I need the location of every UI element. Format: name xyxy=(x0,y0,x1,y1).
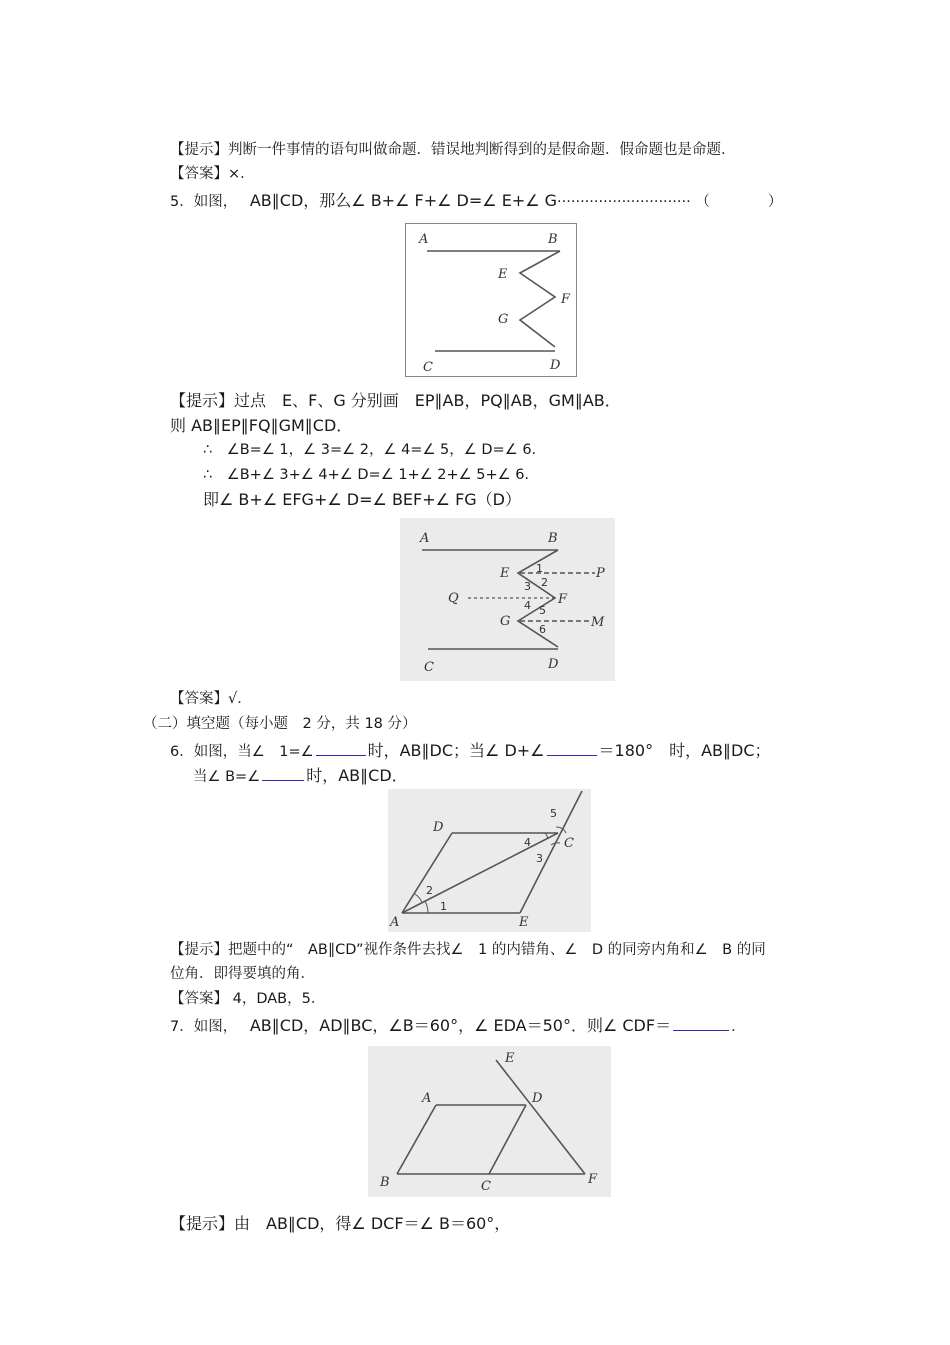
question-6-line-1 xyxy=(170,742,771,761)
question-5-dots: ····························· xyxy=(557,194,691,210)
question-7-end: ． xyxy=(731,1019,746,1035)
label-b: B xyxy=(548,232,558,247)
angle-5: 5 xyxy=(539,604,546,617)
label-m: M xyxy=(591,615,605,630)
proof-line-1: 则 AB∥EP∥FQ∥GM∥CD． xyxy=(170,416,353,435)
question-5-number: 5．如图， xyxy=(170,194,238,210)
label-f: F xyxy=(588,1172,598,1187)
figure-q5 xyxy=(405,223,577,377)
answer-line-1: 【答案】×． xyxy=(170,166,255,182)
hint-line-4: 位角．即得要填的角． xyxy=(170,966,315,982)
hint-line-5 xyxy=(170,1215,510,1234)
label-a: A xyxy=(420,531,430,546)
label-a: A xyxy=(422,1091,432,1106)
label-c: C xyxy=(423,360,433,375)
hint-line-5-text: 【提示】由 AB∥CD，得∠ DCF＝∠ B＝60°， xyxy=(170,1214,511,1233)
label-g: G xyxy=(498,312,509,327)
blank-4[interactable] xyxy=(673,1018,729,1031)
angle-5: 5 xyxy=(550,807,557,820)
hint-line-2-text: 【提示】过点 E、F、G 分别画 EP∥AB，PQ∥AB，GM∥AB． xyxy=(170,391,621,410)
angle-1: 1 xyxy=(536,562,543,575)
question-6-text-e: 时，AB∥CD． xyxy=(306,766,408,785)
angle-3: 3 xyxy=(536,852,543,865)
label-g: G xyxy=(500,614,511,629)
label-c: C xyxy=(424,660,434,675)
angle-6: 6 xyxy=(539,623,546,636)
blank-1[interactable] xyxy=(316,743,366,756)
figure-q5-hint xyxy=(400,518,615,681)
angle-2: 2 xyxy=(541,576,548,589)
label-a: A xyxy=(419,232,429,247)
question-7-text: AB∥CD，AD∥BC，∠B＝60°，∠ EDA＝50°．则∠ CDF＝ xyxy=(249,1016,672,1035)
question-5-text: AB∥CD，那么∠ B+∠ F+∠ D=∠ E+∠ G xyxy=(249,191,558,210)
proof-line-4: 即∠ B+∠ EFG+∠ D=∠ BEF+∠ FG（D） xyxy=(203,490,521,509)
label-d: D xyxy=(532,1091,543,1106)
angle-4: 4 xyxy=(524,599,531,612)
label-c: C xyxy=(564,836,574,851)
figure-q6 xyxy=(388,789,591,932)
label-e: E xyxy=(519,915,529,930)
label-f: F xyxy=(558,592,568,607)
angle-2: 2 xyxy=(426,884,433,897)
blank-3[interactable] xyxy=(262,768,304,781)
angle-1: 1 xyxy=(440,900,447,913)
label-c: C xyxy=(481,1179,491,1194)
hint-line-2 xyxy=(170,392,621,411)
blank-2[interactable] xyxy=(547,743,597,756)
label-p: P xyxy=(596,566,605,581)
angle-4: 4 xyxy=(524,836,531,849)
label-e: E xyxy=(500,566,510,581)
question-5-paren: （ ） xyxy=(695,194,783,210)
label-f: F xyxy=(561,292,571,307)
question-7-number: 7．如图， xyxy=(170,1019,238,1035)
label-d: D xyxy=(550,358,561,373)
hint-line-1: 【提示】判断一件事情的语句叫做命题．错误地判断得到的是假命题．假命题也是命题． xyxy=(170,142,736,158)
label-e: E xyxy=(498,267,508,282)
question-6-text-c: ＝180° 时，AB∥DC； xyxy=(598,741,771,760)
answer-line-2: 【答案】√． xyxy=(170,691,252,707)
section-heading: （二）填空题（每小题 2 分，共 18 分） xyxy=(143,716,417,732)
question-5 xyxy=(170,192,782,211)
label-b: B xyxy=(380,1175,390,1190)
proof-line-3: ∴ ∠B+∠ 3+∠ 4+∠ D=∠ 1+∠ 2+∠ 5+∠ 6． xyxy=(203,467,539,483)
proof-line-2: ∴ ∠B=∠ 1，∠ 3=∠ 2，∠ 4=∠ 5，∠ D=∠ 6． xyxy=(203,442,547,458)
question-6-line-2 xyxy=(193,767,408,786)
label-d: D xyxy=(548,657,559,672)
answer-line-3: 【答案】 4，DAB，5． xyxy=(170,991,326,1007)
question-7 xyxy=(170,1017,746,1036)
question-6-text-b: 时，AB∥DC；当∠ D+∠ xyxy=(367,741,545,760)
angle-3: 3 xyxy=(524,580,531,593)
label-e: E xyxy=(505,1051,515,1066)
hint-line-3: 【提示】把题中的“ AB∥CD”视作条件去找∠ 1 的内错角、∠ D 的同旁内角和∠ B 的同 xyxy=(170,942,766,958)
label-a: A xyxy=(390,915,400,930)
question-6-text-d: 当∠ B=∠ xyxy=(193,769,261,785)
label-d: D xyxy=(433,820,444,835)
label-b: B xyxy=(548,531,558,546)
question-6-text-a: 6．如图，当∠ 1=∠ xyxy=(170,744,314,760)
label-q: Q xyxy=(448,591,459,606)
figure-q7 xyxy=(368,1046,611,1197)
